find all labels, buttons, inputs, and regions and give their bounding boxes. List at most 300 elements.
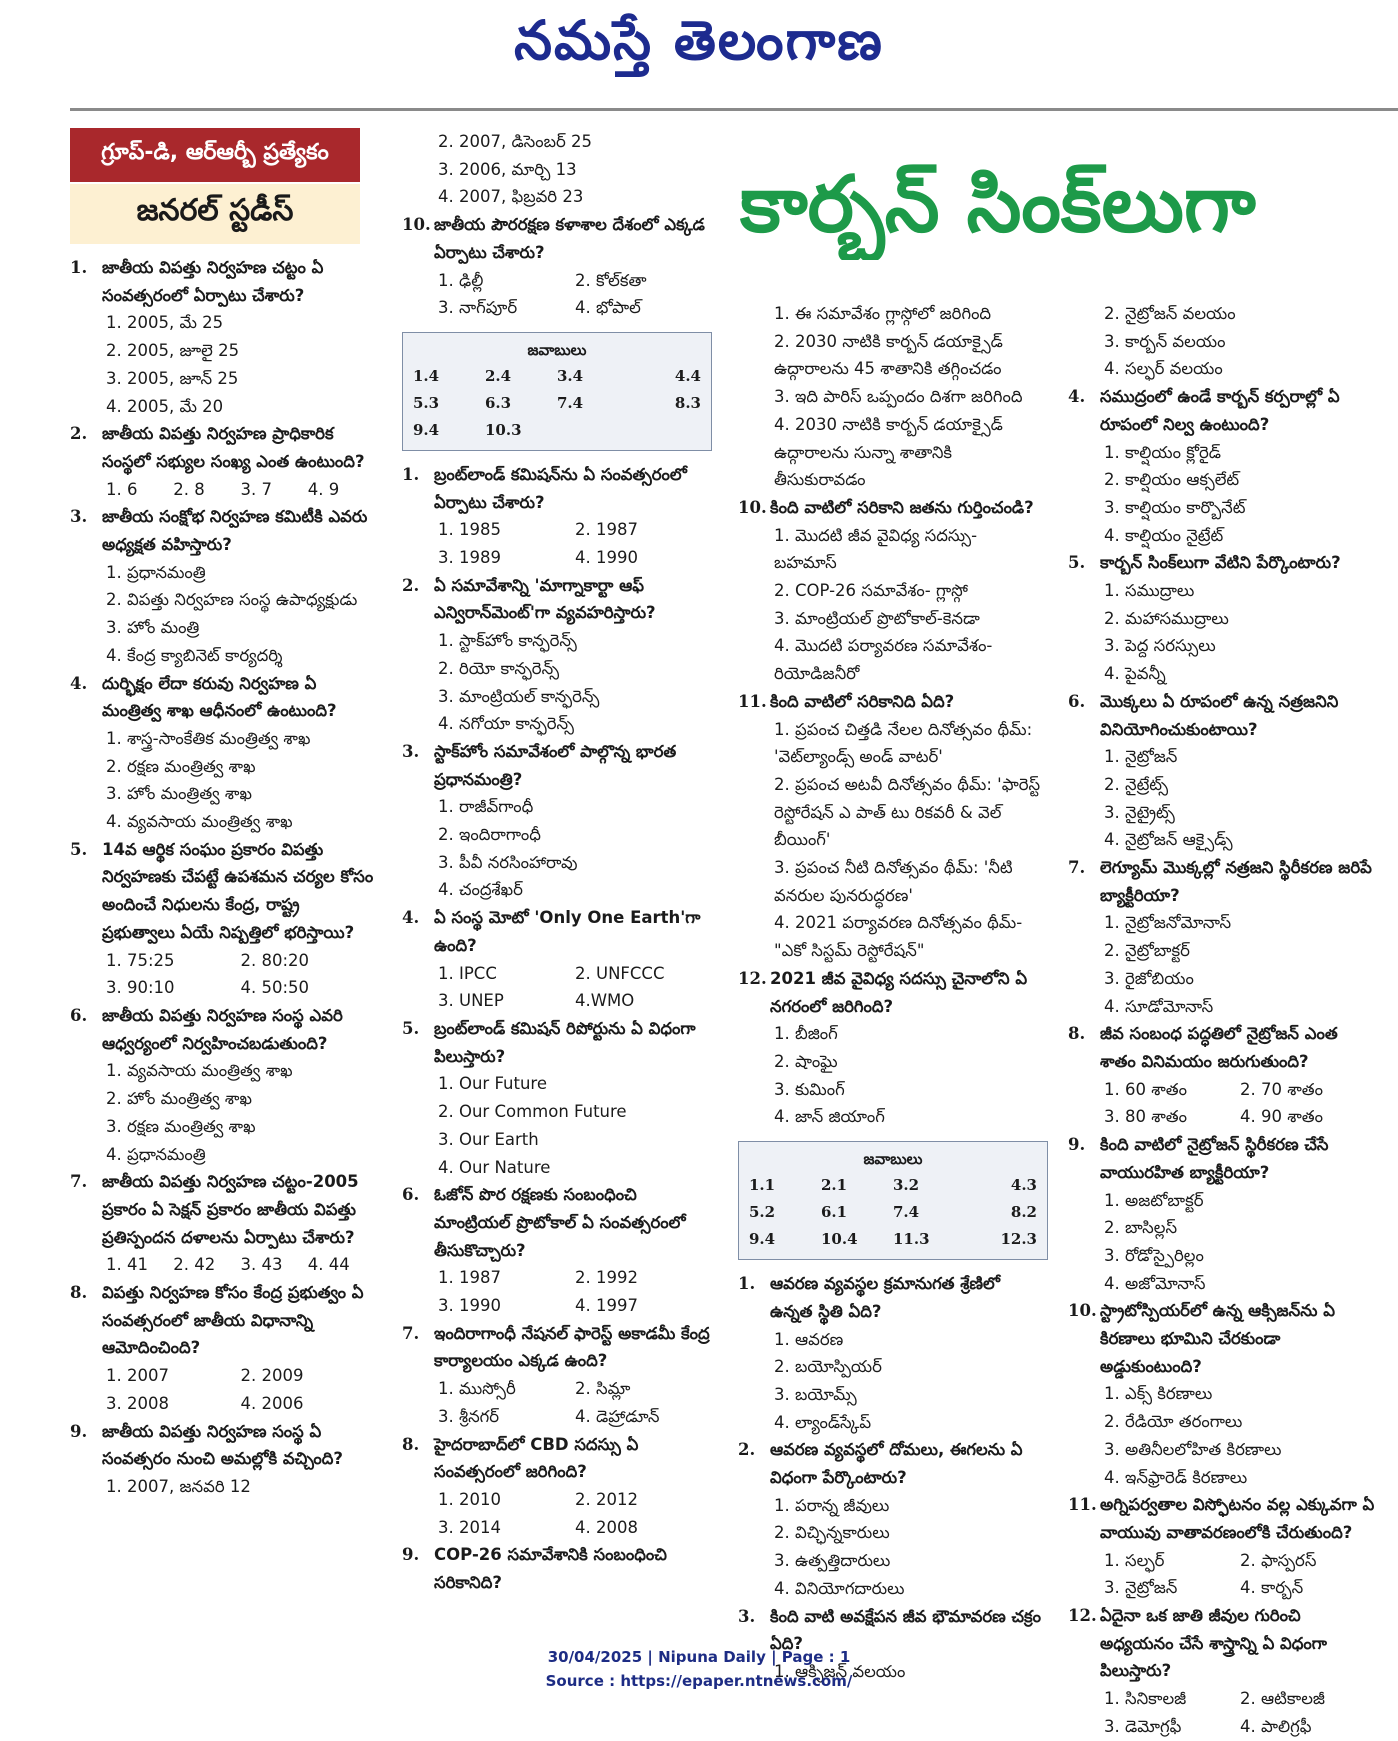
answer-cell: 6.1 [821, 1203, 848, 1222]
option: 1. ముస్సోరీ [438, 1379, 516, 1399]
option: 3. మాంట్రియల్ ప్రొటోకాల్-కెనడా [774, 608, 980, 628]
section-banner: గ్రూప్-డి, ఆర్ఆర్బీ ప్రత్యేకం [70, 128, 360, 182]
question-number: 10. [738, 497, 767, 517]
option: 4. సూడోమోనాస్ [1104, 996, 1214, 1016]
option: 1. శాస్త్ర-సాంకేతిక మంత్రిత్వ శాఖ [106, 728, 311, 748]
option: 3. పెద్ద సరస్సులు [1104, 636, 1216, 656]
options [1068, 1076, 1376, 1131]
question-number: 10. [402, 215, 431, 235]
option: 1. 75:25 [106, 950, 175, 970]
options [70, 559, 375, 670]
option: 4. ల్యాండ్‌స్కేప్ [774, 1412, 872, 1432]
question-number: 2. [738, 1440, 756, 1460]
option: 3. 1990 [438, 1296, 501, 1316]
option: 4. పైవన్నీ [1104, 664, 1166, 684]
question-text: కార్బన్ సింక్‌లుగా వేటిని పేర్కొంటారు? [1100, 553, 1341, 573]
option-row [106, 476, 375, 504]
option: 2. నైట్రేట్స్ [1104, 774, 1169, 794]
option: 4. ప్రధానమంత్రి [106, 1144, 206, 1164]
option: 3. అతినీలలోహిత కిరణాలు [1104, 1439, 1282, 1459]
options [1068, 909, 1376, 1020]
options [70, 947, 375, 1002]
question [738, 688, 1043, 716]
question-number: 9. [402, 1545, 420, 1565]
option: 4. 2006 [240, 1393, 304, 1413]
options [70, 1473, 375, 1501]
answer-cell: 3.2 [893, 1176, 920, 1195]
question-number: 8. [402, 1434, 420, 1454]
options [70, 1057, 375, 1168]
option: 3. ప్రపంచ నీటి దినోత్సవం థీమ్: 'నీటి వనరుల పునరుద్ధరణ' [774, 858, 1013, 905]
option: 3. UNEP [438, 991, 504, 1011]
question-text: COP-26 సమావేశానికి సంబంధించి సరికానిది? [434, 1545, 667, 1593]
question [1068, 549, 1376, 577]
option: 1. 2007 [106, 1366, 169, 1386]
question-text: ఇందిరాగాంధీ నేషనల్ ఫారెస్ట్ అకాడమీ కేంద్ర కార్యాలయం ఎక్కడ ఉంది? [434, 1323, 710, 1371]
option: 4. డెహ్రాడూన్ [575, 1406, 660, 1426]
answer-cell: 7.4 [893, 1203, 920, 1222]
option: 1. 41 [106, 1255, 148, 1275]
question [402, 1541, 712, 1596]
options [1068, 1685, 1376, 1740]
answer-cell: 3.4 [557, 366, 584, 385]
answer-cell: 1.1 [749, 1176, 776, 1195]
question-number: 6. [402, 1185, 420, 1205]
option: 3. కుమింగ్ [774, 1079, 845, 1099]
option: 4. 2030 నాటికి కార్బన్ డయాక్సైడ్ ఉద్గారాలను సున్నా శాతానికి తీసుకురావడం [774, 414, 1003, 490]
options [70, 309, 375, 420]
question-number: 2. [402, 575, 420, 595]
question-number: 3. [70, 507, 88, 527]
question [738, 1436, 1043, 1491]
option: 3. మాంట్రియల్ కాన్ఫరెన్స్ [438, 686, 600, 706]
option: 4. నగోయా కాన్ఫరెన్స్ [438, 714, 574, 734]
options [402, 793, 712, 904]
option-row [438, 1264, 712, 1292]
answer-box [738, 1141, 1048, 1260]
option: 2. విపత్తు నిర్వహణ సంస్థ ఉపాధ్యక్షుడు [106, 590, 358, 610]
option: 2. ఆటికాలజీ [1240, 1689, 1325, 1709]
question-number: 1. [70, 258, 88, 277]
question-text: హైదరాబాద్‌లో CBD సదస్సు ఏ సంవత్సరంలో జరిగింది? [434, 1434, 639, 1482]
option: 3. 80 శాతం [1104, 1107, 1187, 1127]
option: 4. వినియోగదారులు [774, 1578, 905, 1598]
option: 2. 8 [173, 479, 205, 499]
option: 4. వ్యవసాయ మంత్రిత్వ శాఖ [106, 812, 293, 832]
question [70, 420, 375, 475]
question [402, 1181, 712, 1264]
option: 2. 2030 నాటికి కార్బన్ డయాక్సైడ్ ఉద్గారాలను 45 శాతానికి తగ్గించడం [774, 331, 1003, 379]
options [70, 725, 375, 836]
answer-cell: 8.2 [1010, 1203, 1037, 1222]
option-row [438, 1486, 712, 1514]
option: 1. 2010 [438, 1489, 501, 1509]
option: 1. పరాన్న జీవులు [774, 1495, 890, 1515]
question-text: మొక్కలు ఏ రూపంలో ఉన్న నత్రజనిని వినియోగించుకుంటాయి? [1100, 691, 1339, 739]
option: 1. బీజింగ్ [774, 1024, 838, 1044]
question [738, 965, 1043, 1020]
options [402, 960, 712, 1015]
question [1068, 1020, 1376, 1075]
question-number: 2. [70, 424, 88, 444]
question-number: 8. [1068, 1024, 1086, 1044]
cop26-options [738, 300, 1043, 494]
option: 3. నాగ్‌పూర్ [438, 298, 518, 318]
option: 3. 1989 [438, 548, 501, 568]
q3-continued-options [1068, 300, 1376, 383]
option: 2. నైట్రోజన్ వలయం [1104, 304, 1236, 323]
column-1 [70, 254, 375, 1501]
option: 1. ఢిల్లీ [438, 270, 484, 290]
option: 1. ప్రధానమంత్రి [106, 562, 206, 582]
question-text: కింది వాటిలో సరికాని జతను గుర్తించండి? [770, 497, 1034, 517]
question-text: జాతీయ పౌరరక్షణ కళాశాల దేశంలో ఎక్కడ ఏర్పాటు చేశారు? [434, 215, 705, 262]
question [1068, 1297, 1376, 1380]
option-row [438, 987, 712, 1015]
option: 2. ప్రపంచ అటవీ దినోత్సవం థీమ్: 'ఫారెస్ట్ రెస్టోరేషన్ ఎ పాత్ టు రికవరీ & వెల్ బీయింగ్' [774, 774, 1041, 850]
option-row [1104, 1103, 1376, 1131]
option: 3. 2014 [438, 1517, 501, 1537]
question-number: 12. [1068, 1606, 1097, 1626]
option: 2. సిమ్లా [575, 1379, 631, 1399]
option-row [106, 1390, 375, 1418]
option: 2. 1987 [575, 520, 638, 540]
option: 3. కార్బన్ వలయం [1104, 331, 1226, 351]
question-text: లెగ్యూమ్ మొక్కల్లో నత్రజని స్థిరీకరణ జరిపే బ్యాక్టీరియా? [1100, 858, 1372, 905]
option: 2. 2007, డిసెంబర్ 25 [438, 132, 593, 151]
question [70, 254, 375, 309]
option: 3. పీవీ నరసింహారావు [438, 852, 578, 872]
option: 2. నైట్రోబాక్టర్ [1104, 941, 1190, 961]
question-number: 1. [402, 464, 420, 484]
answer-cell: 4.4 [674, 366, 701, 385]
options [738, 522, 1043, 688]
question-number: 4. [402, 908, 420, 928]
options [1068, 1187, 1376, 1298]
options [402, 1264, 712, 1319]
option: 4. అజోమోనాస్ [1104, 1273, 1206, 1293]
question-text: బ్రంట్‌లాండ్ కమిషన్ రిపోర్టును ఏ విధంగా పిలుస్తారు? [434, 1018, 696, 1066]
option-row [438, 1514, 712, 1542]
question-text: అగ్నిపర్వతాల విస్ఫోటనం వల్ల ఎక్కువగా ఏ వాయువు వాతావరణంలోకి చేరుతుంది? [1100, 1495, 1375, 1542]
option: 2. రియో కాన్ఫరెన్స్ [438, 658, 560, 678]
option: 1. మొదటి జీవ వైవిధ్య సదస్సు- బహమాస్ [774, 525, 978, 573]
option: 2. 2005, జూలై 25 [106, 341, 240, 361]
question [402, 738, 712, 793]
column-3 [738, 300, 1043, 1686]
option-row [106, 974, 375, 1002]
question-text: బ్రంట్‌లాండ్ కమిషన్‌ను ఏ సంవత్సరంలో ఏర్పాటు చేశారు? [434, 464, 687, 512]
option: 2. రక్షణ మంత్రిత్వ శాఖ [106, 756, 256, 776]
option: 3. బయోమ్స్ [774, 1384, 857, 1404]
option: 1. ఈ సమావేశం గ్లాస్గోలో జరిగింది [774, 304, 992, 323]
answer-cell: 8.3 [674, 393, 701, 412]
question-text: ఏ సమావేశాన్ని 'మాగ్నాకార్టా ఆఫ్ ఎన్విరాన్‌మెంట్'గా వ్యవహరిస్తారు? [434, 575, 656, 623]
option-row [438, 267, 712, 295]
option: 3. ఇది పారిస్ ఒప్పందం దిశగా జరిగింది [774, 387, 1023, 407]
option: 3. రైజోబియం [1104, 968, 1194, 988]
question [402, 904, 712, 959]
option: 1. 2007, జనవరి 12 [106, 1476, 251, 1496]
answer-cell: 6.3 [485, 393, 512, 412]
option: 3. 43 [240, 1255, 283, 1275]
question-number: 3. [402, 741, 420, 761]
option: 4. 2021 పర్యావరణ దినోత్సవం థీమ్- "ఎకో సిస్టమ్ రెస్టోరేషన్" [774, 913, 1023, 961]
question [70, 1002, 375, 1057]
option: 1. ఆక్సిజన్ వలయం [774, 1661, 906, 1681]
question-text: జాతీయ సంక్షోభ నిర్వహణ కమిటీకి ఎవరు అధ్యక్షత వహిస్తారు? [102, 507, 368, 555]
question-text: 14వ ఆర్థిక సంఘం ప్రకారం విపత్తు నిర్వహణకు చేపట్టే ఉపశమన చర్యల కోసం అందించే నిధులను కేంద్ర, రాష్ట్ర ప్రభుత్వాలు ఏయే నిష్పత్తిలో భరిస్తాయి? [102, 839, 374, 942]
option: 4. Our Nature [438, 1157, 551, 1177]
option: 2. Our Common Future [438, 1102, 627, 1122]
option-row [438, 1403, 712, 1431]
option: 3. 90:10 [106, 978, 175, 998]
answer-cell: 9.4 [749, 1230, 776, 1249]
answer-cell: 1.4 [413, 366, 440, 385]
option: 2. COP-26 సమావేశం- గ్లాస్గో [774, 581, 968, 601]
option-row [438, 1292, 712, 1320]
option: 4. భోపాల్ [575, 298, 641, 318]
answer-cell: 11.3 [893, 1230, 930, 1249]
question-text: జాతీయ విపత్తు నిర్వహణ సంస్థ ఎవరి ఆధ్వర్యంలో నిర్వహించబడుతుంది? [102, 1005, 343, 1053]
option: 1. 6 [106, 479, 138, 499]
answer-cell: 12.3 [1000, 1230, 1037, 1249]
option-row [1104, 1076, 1376, 1104]
option: 3. Our Earth [438, 1129, 539, 1149]
question-text: కింది వాటి అవక్షేపన జీవ భౌమావరణ చక్రం ఏది? [770, 1606, 1042, 1654]
option: 3. డెమోగ్రఫీ [1104, 1716, 1182, 1736]
option: 4. 1990 [575, 548, 638, 568]
footer-source-line: Source : https://epaper.ntnews.com/ [545, 1672, 853, 1690]
options [70, 476, 375, 504]
question-number: 1. [738, 1274, 756, 1294]
footer-date-line: 30/04/2025 | Nipuna Daily | Page : 1 [547, 1648, 851, 1666]
option: 3. రోడోస్పైరిల్లం [1104, 1245, 1204, 1265]
option-row [1104, 1547, 1376, 1575]
option: 2. హోం మంత్రిత్వ శాఖ [106, 1089, 252, 1109]
question [402, 1015, 712, 1070]
subject-banner: జనరల్ స్టడీస్ [70, 184, 360, 244]
option: 1. రాజీవ్‌గాంధీ [438, 797, 534, 817]
option: 2. రేడియో తరంగాలు [1104, 1412, 1243, 1432]
option: 4. 90 శాతం [1240, 1107, 1323, 1127]
option: 4. 50:50 [240, 978, 310, 998]
options [738, 1326, 1043, 1437]
question-number: 5. [1068, 553, 1086, 573]
question-text: జాతీయ విపత్తు నిర్వహణ ప్రాధికారిక సంస్థలో సభ్యుల సంఖ్య ఎంత ఉంటుంది? [102, 424, 365, 471]
option: 4. జాన్ జియాంగ్ [774, 1107, 885, 1127]
question-number: 7. [70, 1172, 88, 1192]
options [738, 1020, 1043, 1131]
question [1068, 688, 1376, 743]
question-text: జాతీయ విపత్తు నిర్వహణ చట్టం-2005 ప్రకారం ఏ సెక్షన్ ప్రకారం జాతీయ విపత్తు ప్రతిస్పందన దళాలను ఏర్పాటు చేశారు? [102, 1172, 359, 1247]
options [1068, 1547, 1376, 1602]
option: 4.WMO [575, 991, 635, 1011]
option: 3. శ్రీనగర్ [438, 1406, 500, 1426]
question-text: ఓజోన్ పొర రక్షణకు సంబంధించి మాంట్రియల్ ప్రొటోకాల్ ఏ సంవత్సరంలో తీసుకొచ్చారు? [434, 1185, 686, 1260]
option: 1. నైట్రోజన్ [1104, 747, 1178, 767]
question [70, 1418, 375, 1473]
question-number: 9. [70, 1421, 88, 1441]
option: 3. 7 [240, 479, 272, 499]
answer-box [402, 332, 712, 451]
option: 1. సముద్రాలు [1104, 581, 1195, 601]
option: 4. ఇన్‌ఫ్రారెడ్ కిరణాలు [1104, 1467, 1248, 1487]
option: 1. IPCC [438, 963, 497, 983]
question-number: 3. [738, 1606, 756, 1626]
question [402, 1320, 712, 1375]
question [402, 1431, 712, 1486]
question [402, 461, 712, 516]
option: 4. 9 [307, 479, 340, 499]
answer-cell: 9.4 [413, 420, 440, 439]
answer-cell: 5.2 [749, 1203, 776, 1222]
option-row [106, 1251, 375, 1279]
option: 4. మొదటి పర్యావరణ సమావేశం- రియోడిజనీరో [774, 636, 993, 684]
option: 3. నైట్రైట్స్ [1104, 802, 1175, 822]
question-text: సముద్రంలో ఉండే కార్బన్ కర్పరాల్లో ఏ రూపంలో నిల్వ ఉంటుంది? [1100, 387, 1340, 434]
question-number: 5. [402, 1018, 420, 1038]
option: 3. 2008 [106, 1393, 169, 1413]
option: 3. నైట్రోజన్ [1104, 1578, 1178, 1598]
question-number: 10. [1068, 1301, 1097, 1321]
option: 3. హోం మంత్రిత్వ శాఖ [106, 784, 252, 804]
question [1068, 1491, 1376, 1546]
option-row [1104, 1574, 1376, 1602]
option: 1. Our Future [438, 1074, 548, 1094]
option: 4. 2007, ఫిబ్రవరి 23 [438, 187, 584, 207]
article-headline: కార్బన్ సింక్‌లుగా [740, 160, 1256, 250]
option: 4. చంద్రశేఖర్ [438, 880, 523, 900]
option: 1. ఎక్స్ కిరణాలు [1104, 1384, 1213, 1404]
question-number: 6. [70, 1005, 88, 1025]
newspaper-logo: నమస్తే తెలంగాణ [514, 8, 884, 72]
question [70, 670, 375, 725]
option: 1. నైట్రోజనోమోనాస్ [1104, 913, 1232, 933]
question-text: స్టాక్‌హోం సమావేశంలో పాల్గొన్న భారత ప్రధానమంత్రి? [434, 741, 677, 789]
answer-cell: 4.3 [1010, 1176, 1037, 1195]
question-number: 11. [738, 691, 767, 711]
option: 2. 1992 [575, 1268, 638, 1288]
option: 1. అజటోబాక్టర్ [1104, 1190, 1204, 1210]
option: 3. హోం మంత్రి [106, 618, 200, 638]
options [402, 1486, 712, 1541]
question [70, 836, 375, 947]
option: 2. బయోస్పియర్ [774, 1357, 882, 1377]
question-number: 8. [70, 1283, 88, 1303]
question [402, 572, 712, 627]
option: 2. మహాసముద్రాలు [1104, 608, 1229, 628]
question-number: 11. [1068, 1495, 1097, 1515]
answer-cell: 2.1 [821, 1176, 848, 1195]
question-text: ఏదైనా ఒక జాతి జీవుల గురించి అధ్యయనం చేసే శాస్త్రాన్ని ఏ విధంగా పిలుస్తారు? [1100, 1606, 1327, 1681]
question-text: విపత్తు నిర్వహణ కోసం కేంద్ర ప్రభుత్వం ఏ సంవత్సరంలో జాతీయ విధానాన్ని ఆమోదించింది? [102, 1283, 364, 1358]
option: 4. కాల్షియం నైట్రేట్ [1104, 525, 1224, 545]
option-row [106, 1362, 375, 1390]
question-text: కింది వాటిలో సరికానిది ఏది? [770, 691, 955, 711]
option: 1. 60 శాతం [1104, 1079, 1187, 1099]
option: 3. రక్షణ మంత్రిత్వ శాఖ [106, 1116, 256, 1136]
page-footer [0, 1645, 1398, 1693]
answer-box-title: జవాబులు [527, 340, 587, 359]
options [1068, 439, 1376, 550]
question [1068, 1131, 1376, 1186]
question-text: కింది వాటిలో నైట్రోజన్ స్థిరీకరణ చేసే వాయురహిత బ్యాక్టీరియా? [1100, 1135, 1329, 1182]
option: 1. 1987 [438, 1268, 501, 1288]
question-text: స్ట్రాటోస్పియర్‌లో ఉన్న ఆక్సిజన్‌ను ఏ కిరణాలు భూమిని చేరకుండా అడ్డుకుంటుంది? [1100, 1301, 1335, 1376]
option: 2. ఇందిరాగాంధీ [438, 825, 541, 845]
option: 2. కోల్‌కతా [575, 270, 647, 290]
option-row [438, 544, 712, 572]
option: 3. కాల్షియం కార్బొనేట్ [1104, 497, 1246, 517]
options [738, 716, 1043, 965]
header-rule [70, 108, 1398, 111]
option: 4. నైట్రోజన్ ఆక్సైడ్స్ [1104, 830, 1233, 850]
question-number: 4. [70, 673, 88, 693]
answer-cell [557, 417, 629, 444]
option: 3. ఉత్పత్తిదారులు [774, 1551, 891, 1571]
options [1068, 743, 1376, 854]
column-4 [1068, 300, 1376, 1741]
question [1068, 383, 1376, 438]
options [1068, 577, 1376, 688]
question [70, 1279, 375, 1362]
question-text: ఆవరణ వ్యవస్థల క్రమానుగత శ్రేణిలో ఉన్నత స్థితి ఏది? [770, 1274, 1000, 1321]
answer-cell [629, 417, 701, 444]
option: 4. పాలిగ్రఫీ [1240, 1716, 1312, 1736]
question-number: 6. [1068, 691, 1086, 711]
option: 2. కాల్షియం ఆక్సలేట్ [1104, 470, 1240, 490]
question-number: 4. [1068, 387, 1086, 407]
options [70, 1251, 375, 1279]
question-text: ఆవరణ వ్యవస్థలో దోమలు, ఈగలను ఏ విధంగా పేర్కొంటారు? [770, 1440, 1023, 1488]
options [402, 1375, 712, 1430]
question-text: జీవ సంబంధ పద్ధతిలో నైట్రోజన్ ఎంత శాతం వినిమయం జరుగుతుంది? [1100, 1024, 1338, 1071]
option-row [438, 1375, 712, 1403]
question [402, 211, 712, 266]
question [70, 503, 375, 558]
option: 1. వ్యవసాయ మంత్రిత్వ శాఖ [106, 1061, 293, 1081]
answer-cell: 10.3 [485, 420, 522, 439]
question [738, 1270, 1043, 1325]
question [1068, 854, 1376, 909]
option-row [438, 960, 712, 988]
option: 1. కాల్షియం క్లోరైడ్ [1104, 442, 1221, 462]
question-text: జాతీయ విపత్తు నిర్వహణ చట్టం ఏ సంవత్సరంలో ఏర్పాటు చేశారు? [102, 258, 324, 305]
answer-cell: 10.4 [821, 1230, 858, 1249]
option: 2. బాసిల్లస్ [1104, 1218, 1178, 1238]
answer-cell: 5.3 [413, 393, 440, 412]
option: 4. 2008 [575, 1517, 638, 1537]
option: 2. 2012 [575, 1489, 638, 1509]
question-number: 7. [402, 1323, 420, 1343]
answer-cell: 2.4 [485, 366, 512, 385]
question [70, 1168, 375, 1251]
option: 2. షాంఘై [774, 1051, 838, 1071]
question [738, 494, 1043, 522]
option: 1. స్టాక్‌హోం కాన్ఫరెన్స్ [438, 631, 577, 651]
question-number: 5. [70, 839, 88, 859]
options [70, 1362, 375, 1417]
option: 4. 1997 [575, 1296, 638, 1316]
question-text: ఏ సంస్థ మోటో 'Only One Earth'గా ఉంది? [434, 908, 701, 955]
option: 4. 44 [307, 1255, 350, 1275]
answer-cell: 7.4 [557, 393, 584, 412]
option: 2. UNFCCC [575, 963, 665, 983]
option: 1. 1985 [438, 520, 501, 540]
question-text: 2021 జీవ వైవిధ్య సదస్సు చైనాలోని ఏ నగరంలో జరిగింది? [770, 968, 1028, 1016]
answer-box-title: జవాబులు [863, 1150, 923, 1169]
